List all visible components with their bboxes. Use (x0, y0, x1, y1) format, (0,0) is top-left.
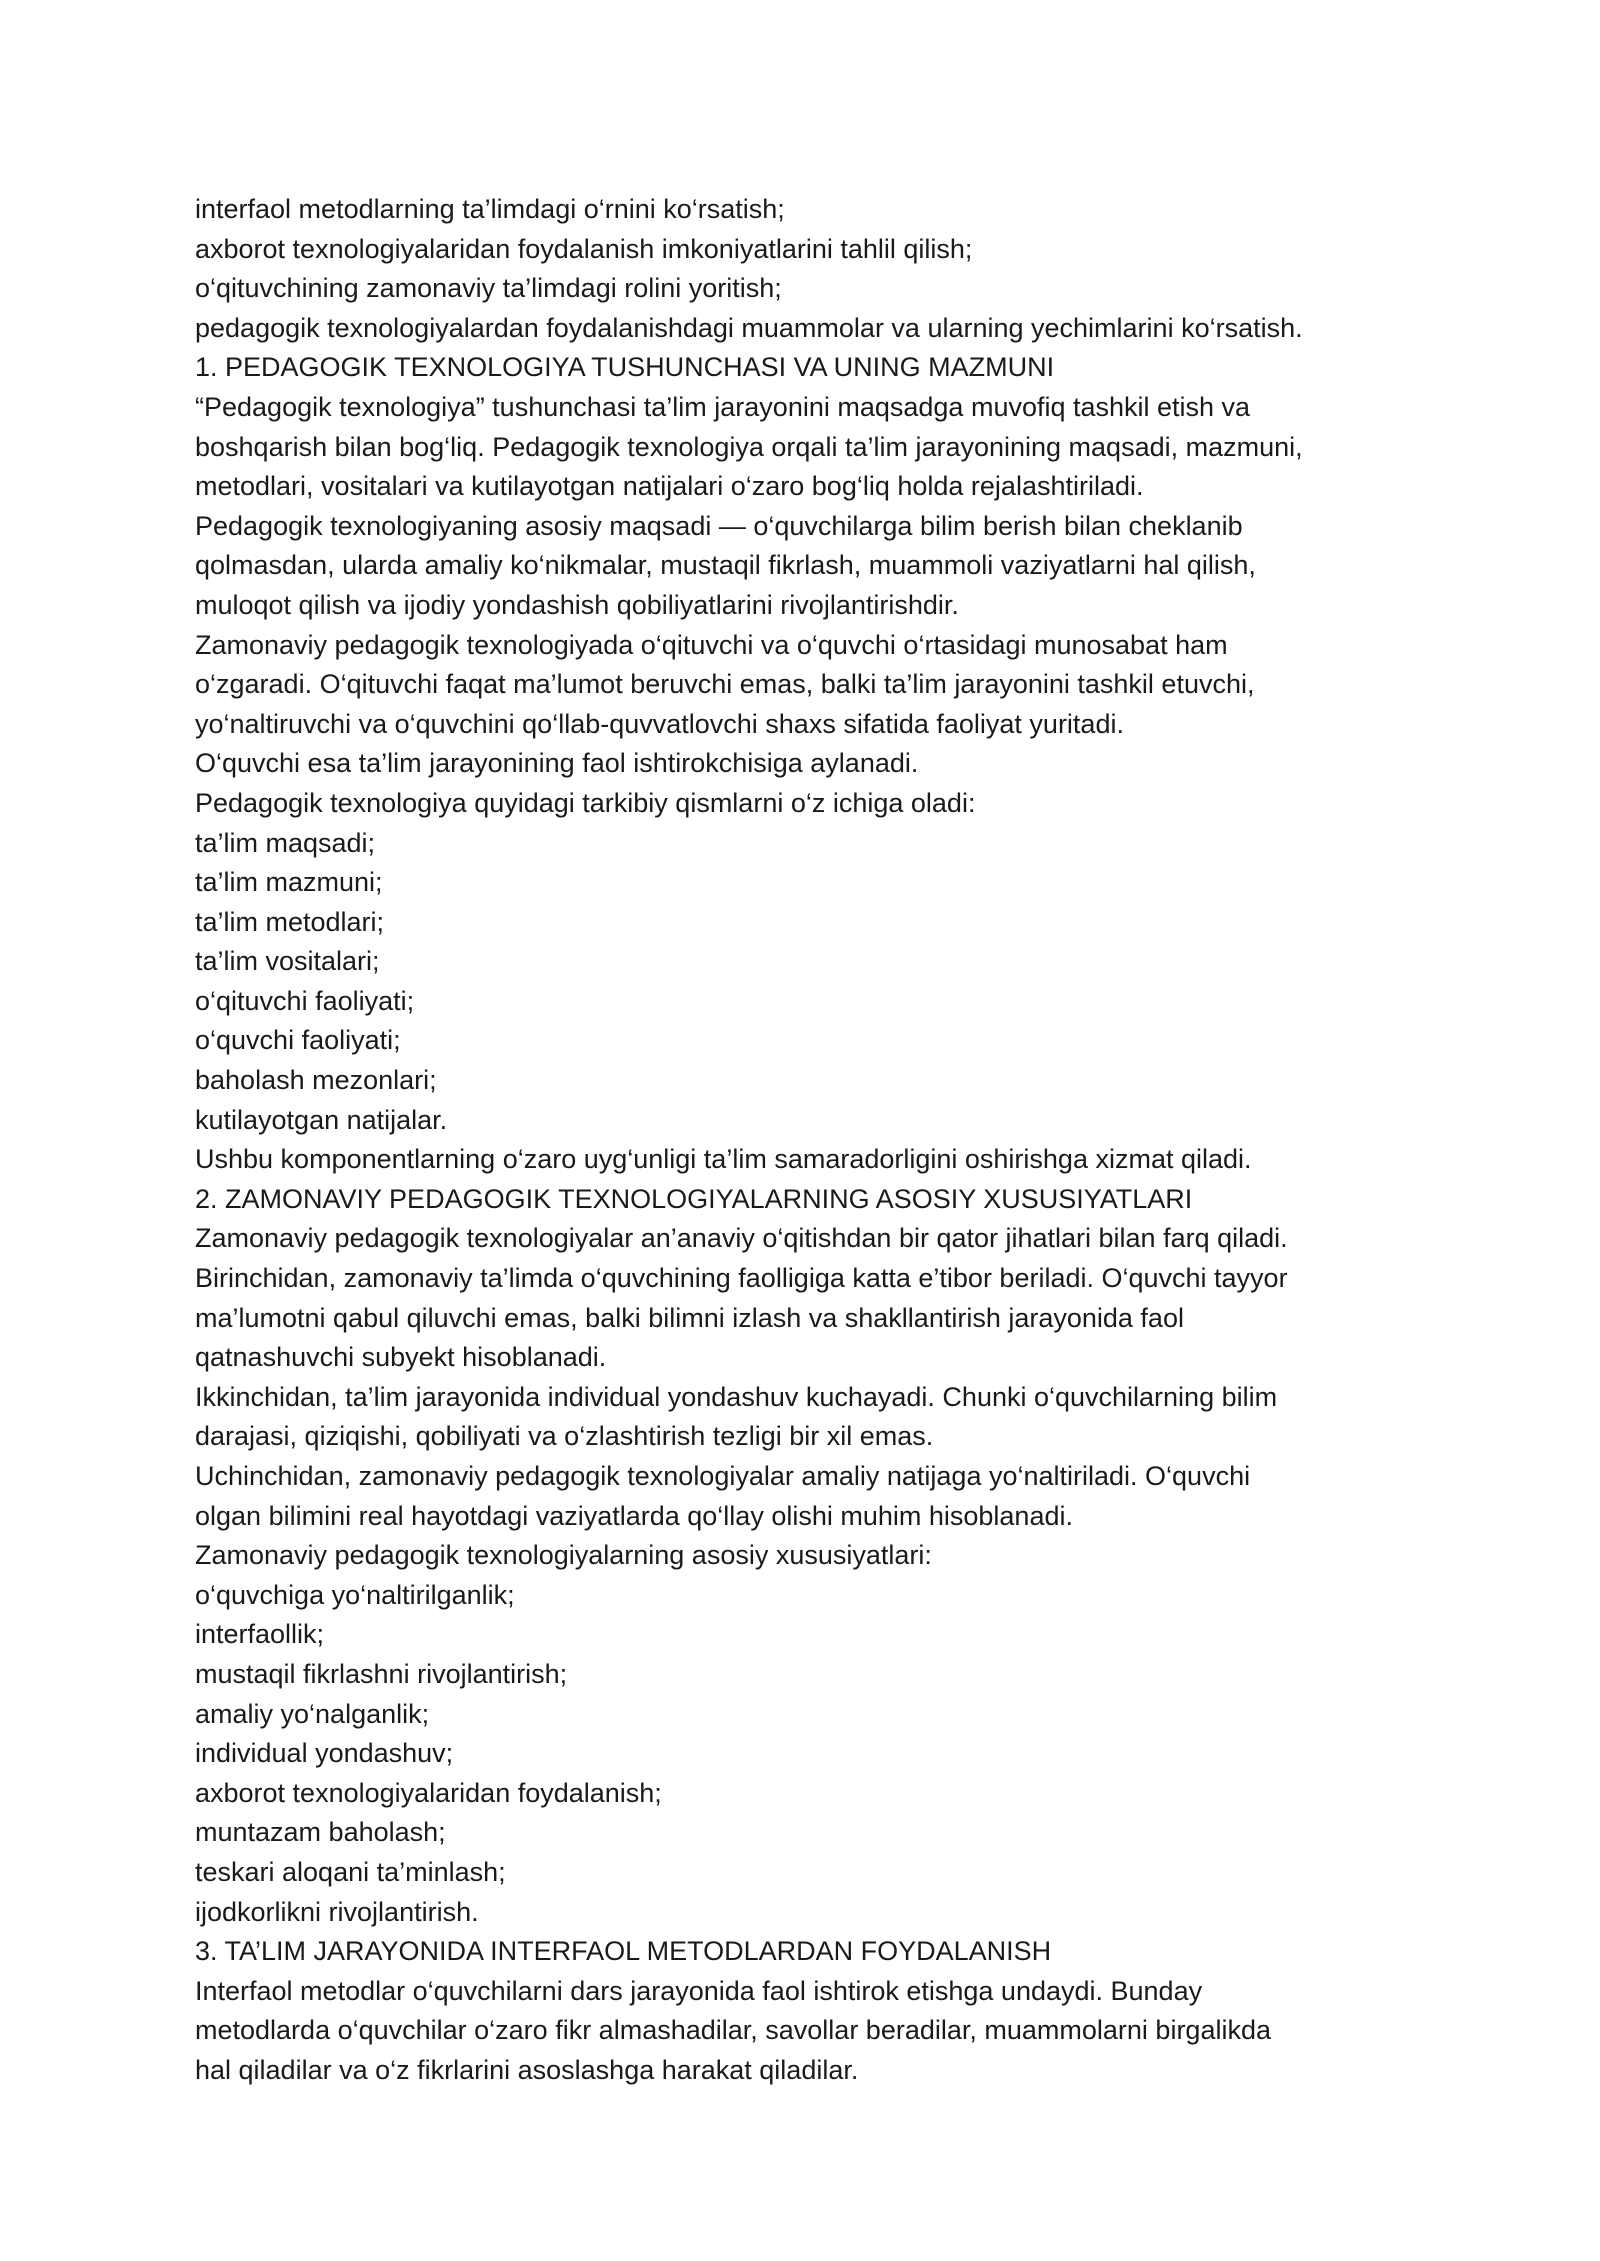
text-line: ma’lumotni qabul qiluvchi emas, balki bilimni izlash va shakllantirish jarayonida faol (195, 1302, 1184, 1333)
list-item: ta’lim maqsadi; (195, 827, 376, 858)
document-body (195, 190, 1465, 2091)
section-heading: 2. ZAMONAVIY PEDAGOGIK TEXNOLOGIYALARNING ASOSIY XUSUSIYATLARI (195, 1183, 1193, 1214)
list-item: o‘qituvchi faoliyati; (195, 985, 415, 1016)
text-line: metodlari, vositalari va kutilayotgan natijalari o‘zaro bog‘liq holda rejalashtiriladi. (195, 471, 1144, 502)
section-heading: 3. TA’LIM JARAYONIDA INTERFAOL METODLARDAN FOYDALANISH (195, 1936, 1052, 1967)
text-line: yo‘naltiruvchi va o‘quvchini qo‘llab-quvvatlovchi shaxs sifatida faoliyat yuritadi. (195, 708, 1124, 739)
list-item: o‘quvchi faoliyati; (195, 1025, 401, 1056)
text-line: o‘qituvchining zamonaviy ta’limdagi rolini yoritish; (195, 273, 782, 304)
text-line: Ikkinchidan, ta’lim jarayonida individual yondashuv kuchayadi. Chunki o‘quvchilarning bilim (195, 1381, 1278, 1412)
text-line: Pedagogik texnologiya quyidagi tarkibiy qismlarni o‘z ichiga oladi: (195, 787, 976, 818)
list-item: interfaollik; (195, 1619, 325, 1650)
text-line: axborot texnologiyalaridan foydalanish imkoniyatlarini tahlil qilish; (195, 233, 973, 264)
text-line: muloqot qilish va ijodiy yondashish qobiliyatlarini rivojlantirishdir. (195, 589, 959, 620)
text-line: O‘quvchi esa ta’lim jarayonining faol ishtirokchisiga aylanadi. (195, 748, 919, 779)
text-line: boshqarish bilan bog‘liq. Pedagogik texnologiya orqali ta’lim jarayonining maqsadi, mazmuni, (195, 431, 1303, 462)
text-line: qatnashuvchi subyekt hisoblanadi. (195, 1342, 607, 1373)
text-line: Uchinchidan, zamonaviy pedagogik texnologiyalar amaliy natijaga yo‘naltiriladi. O‘quvchi (195, 1461, 1251, 1491)
list-item: o‘quvchiga yo‘naltirilganlik; (195, 1579, 515, 1610)
list-item: muntazam baholash; (195, 1817, 446, 1848)
text-line: darajasi, qiziqishi, qobiliyati va o‘zlashtirish tezligi bir xil emas. (195, 1421, 934, 1452)
list-item: ta’lim vositalari; (195, 946, 380, 977)
text-line: Birinchidan, zamonaviy ta’limda o‘quvchining faolligiga katta e’tibor beriladi. O‘quvchi tayyor (195, 1263, 1288, 1294)
text-line: o‘zgaradi. O‘qituvchi faqat ma’lumot beruvchi emas, balki ta’lim jarayonini tashkil etuvchi, (195, 669, 1255, 700)
text-line: interfaol metodlarning ta’limdagi o‘rnini ko‘rsatish; (195, 194, 785, 224)
list-item: axborot texnologiyalaridan foydalanish; (195, 1777, 662, 1808)
list-item: ijodkorlikni rivojlantirish. (195, 1896, 479, 1927)
list-item: ta’lim mazmuni; (195, 867, 383, 898)
text-line: Zamonaviy pedagogik texnologiyada o‘qituvchi va o‘quvchi o‘rtasidagi munosabat ham (195, 629, 1228, 660)
text-line: metodlarda o‘quvchilar o‘zaro fikr almashadilar, savollar beradilar, muammolarni birgalikda (195, 2015, 1271, 2046)
text-line: Ushbu komponentlarning o‘zaro uyg‘unligi ta’lim samaradorligini oshirishga xizmat qiladi. (195, 1144, 1252, 1175)
text-line: hal qiladilar va o‘z fikrlarini asoslashga harakat qiladilar. (195, 2054, 859, 2085)
list-item: amaliy yo‘nalganlik; (195, 1698, 430, 1729)
list-item: mustaqil fikrlashni rivojlantirish; (195, 1658, 568, 1689)
list-item: kutilayotgan natijalar. (195, 1104, 448, 1135)
list-item: baholash mezonlari; (195, 1065, 437, 1096)
text-line: pedagogik texnologiyalardan foydalanishdagi muammolar va ularning yechimlarini ko‘rsatish. (195, 312, 1303, 343)
text-line: olgan bilimini real hayotdagi vaziyatlarda qo‘llay olishi muhim hisoblanadi. (195, 1500, 1073, 1531)
text-line: Interfaol metodlar o‘quvchilarni dars jarayonida faol ishtirok etishga undaydi. Bunday (195, 1975, 1203, 2006)
list-item: ta’lim metodlari; (195, 906, 385, 937)
text-line: “Pedagogik texnologiya” tushunchasi ta’lim jarayonini maqsadga muvofiq tashkil etish va (195, 391, 1251, 422)
list-item: teskari aloqani ta’minlash; (195, 1856, 506, 1887)
text-line: qolmasdan, ularda amaliy ko‘nikmalar, mustaqil fikrlash, muammoli vaziyatlarni hal qilish, (195, 550, 1256, 581)
text-line: Zamonaviy pedagogik texnologiyalarning asosiy xususiyatlari: (195, 1540, 932, 1571)
section-heading: 1. PEDAGOGIK TEXNOLOGIYA TUSHUNCHASI VA UNING MAZMUNI (195, 352, 1055, 383)
text-line: Pedagogik texnologiyaning asosiy maqsadi — o‘quvchilarga bilim berish bilan cheklanib (195, 510, 1243, 541)
text-line: Zamonaviy pedagogik texnologiyalar an’anaviy o‘qitishdan bir qator jihatlari bilan farq qiladi. (195, 1223, 1288, 1254)
list-item: individual yondashuv; (195, 1738, 454, 1769)
